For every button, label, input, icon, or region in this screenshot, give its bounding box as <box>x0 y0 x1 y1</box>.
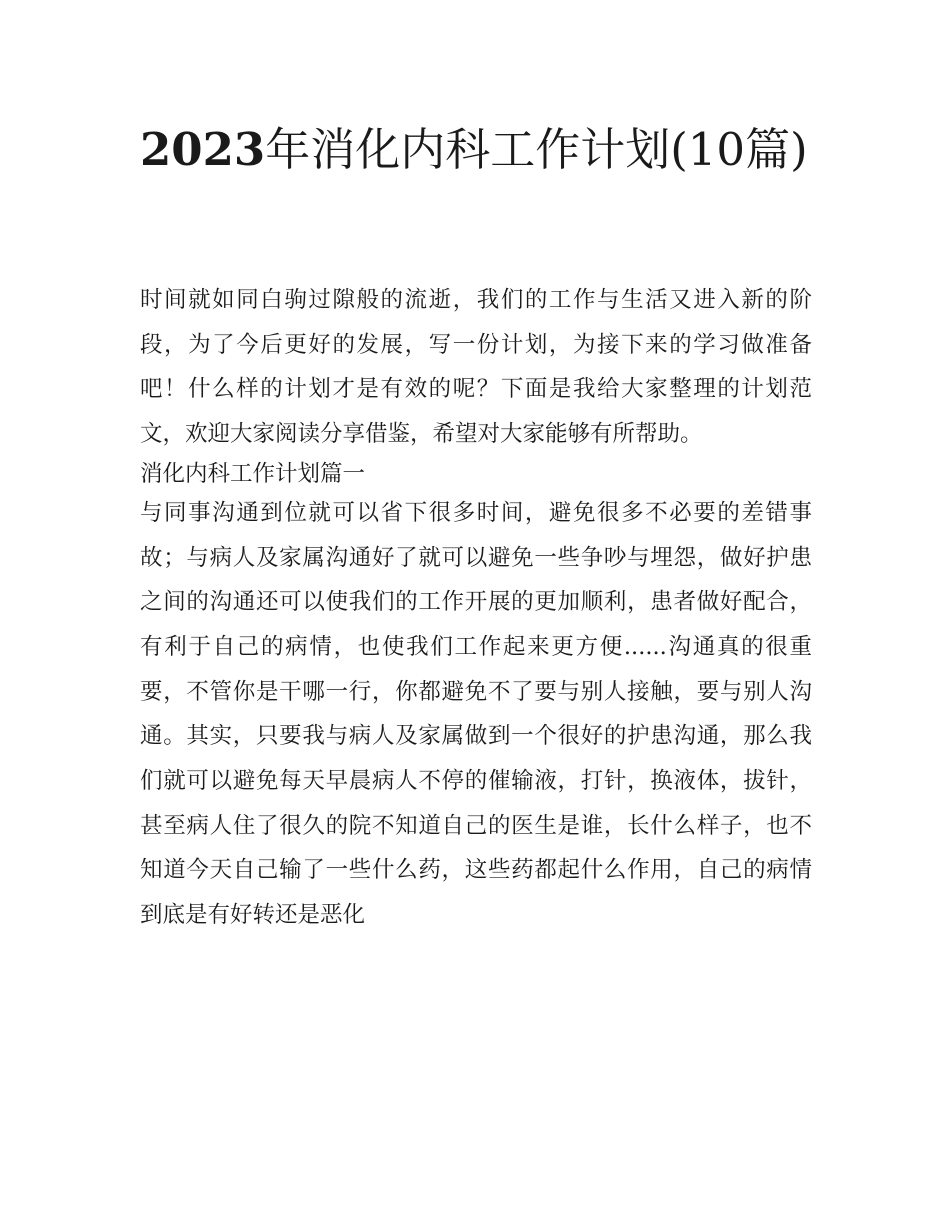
intro-paragraph: 时间就如同白驹过隙般的流逝，我们的工作与生活又进入新的阶段，为了今后更好的发展，写一份计划，为接下来的学习做准备吧！什么样的计划才是有效的呢？下面是我给大家整理的计划范文，欢迎大家阅读分享借鉴，希望对大家能够有所帮助。 <box>140 287 812 448</box>
section-paragraph: 与同事沟通到位就可以省下很多时间，避免很多不必要的差错事故；与病人及家属沟通好了就可以避免一些争吵与埋怨，做好护患之间的沟通还可以使我们的工作开展的更加顺利，患者做好配合，有利于自己的病情，也使我们工作起来更方便......沟通真的很重要，不管你是干哪一行，你都避免不了要与别人接触，要与别人沟通。其实，只要我与病人及家属做到一个很好的护患沟通，那么我们就可以避免每天早晨病人不停的催输液，打针，换液体，拔针，甚至病人住了很久的院不知道自己的医生是谁，长什么样子，也不知道今天自己输了一些什么药，这些药都起什么作用，自己的病情到底是有好转还是恶化 <box>140 499 812 929</box>
document-body <box>140 278 812 938</box>
document-title <box>140 114 820 186</box>
title-year: 2023 <box>140 123 266 176</box>
section-heading: 消化内科工作计划篇一 <box>140 460 366 487</box>
title-text: 年消化内科工作计划(10篇) <box>265 123 808 176</box>
